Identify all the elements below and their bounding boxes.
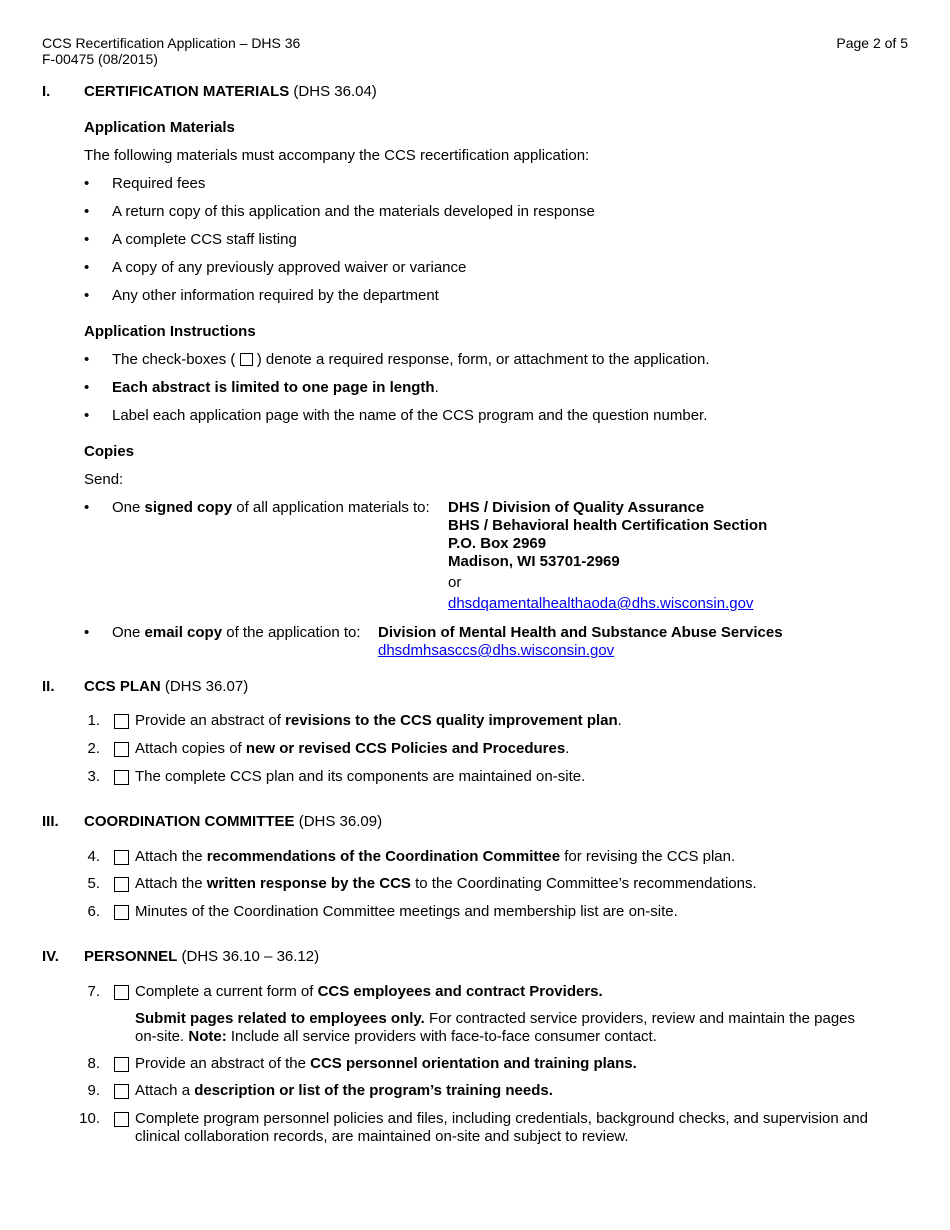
checkbox[interactable] xyxy=(114,714,129,729)
application-instructions-heading: Application Instructions xyxy=(84,323,256,340)
or-label: or xyxy=(448,574,462,591)
materials-intro: The following materials must accompany the CCS recertification application: xyxy=(84,147,590,164)
checkbox[interactable] xyxy=(114,770,129,785)
dqa-email-link[interactable]: dhsdqamentalhealthaoda@dhs.wisconsin.gov xyxy=(448,595,754,612)
checkbox[interactable] xyxy=(114,905,129,920)
dmhsas-email-link[interactable]: dhsdmhsasccs@dhs.wisconsin.gov xyxy=(378,642,615,659)
section-number: I. xyxy=(42,83,51,100)
copies-heading: Copies xyxy=(84,443,135,460)
section-title: CERTIFICATION MATERIALS xyxy=(84,83,290,100)
checkbox[interactable] xyxy=(114,1112,129,1127)
checkbox[interactable] xyxy=(114,850,129,865)
checkbox-legend-icon xyxy=(240,353,253,366)
checkbox[interactable] xyxy=(114,1084,129,1099)
checkbox[interactable] xyxy=(114,877,129,892)
form-number: F-00475 (08/2015) xyxy=(42,51,158,67)
application-materials-heading: Application Materials xyxy=(84,119,235,136)
checkbox[interactable] xyxy=(114,742,129,757)
page-number: Page 2 of 5 xyxy=(836,35,908,51)
checkbox[interactable] xyxy=(114,1057,129,1072)
section-ref: (DHS 36.04) xyxy=(289,83,377,100)
checkbox[interactable] xyxy=(114,985,129,1000)
form-header xyxy=(42,35,300,67)
item-7-note: Submit pages related to employees only. For contracted service providers, review and maintain the pages on-site. Note: Include all service providers with face-to-face consumer contact. xyxy=(135,1010,856,1045)
mailing-address: DHS / Division of Quality Assurance BHS / Behavioral health Certification Section P.O. Box 2969 Madison, WI 53701-2969 xyxy=(448,499,768,570)
form-title: CCS Recertification Application – DHS 36 xyxy=(42,35,301,51)
send-label: Send: xyxy=(84,471,124,488)
recipient-org: Division of Mental Health and Substance Abuse Services xyxy=(378,624,783,641)
